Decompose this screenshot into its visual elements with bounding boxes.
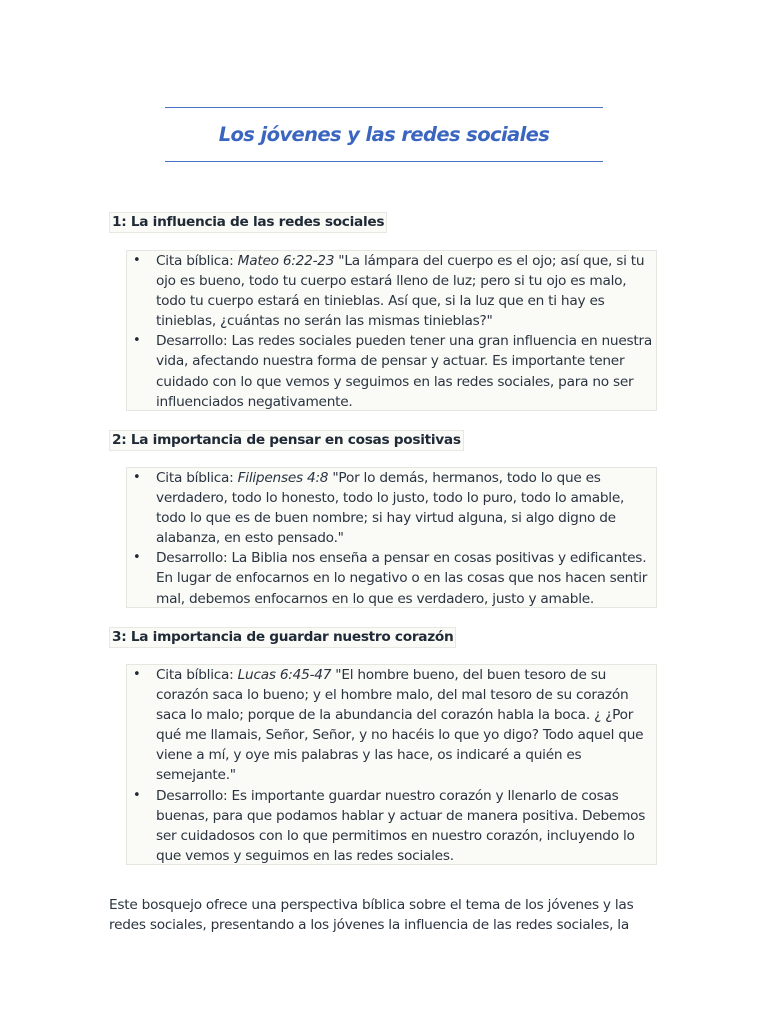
bullet-icon: • bbox=[133, 787, 141, 803]
item-text: "La lámpara del cuerpo es el ojo; así que, si tu ojo es bueno, todo tu cuerpo estará lleno de luz; pero si tu ojo es malo, todo tu cuerpo estará en tinieblas. Así que, si la luz que en ti hay es tinieblas, ¿cuántas no serán las mismas tinieblas?" bbox=[156, 253, 645, 330]
item-prefix: Cita bíblica: bbox=[156, 470, 238, 486]
section-box-3 bbox=[126, 664, 657, 865]
bullet-icon: • bbox=[133, 333, 141, 349]
bullet-icon: • bbox=[133, 253, 141, 268]
list-item bbox=[127, 468, 656, 548]
bullet-icon: • bbox=[133, 550, 141, 566]
bullet-icon: • bbox=[133, 470, 141, 485]
bible-reference: Mateo 6:22-23 bbox=[237, 253, 335, 269]
item-text: Las redes sociales pueden tener una gran influencia en nuestra vida, afectando nuestra forma de pensar y actuar. Es importante tener cuidado con lo que vemos y seguimos en las redes sociales, para no ser influenciados negativamente. bbox=[156, 333, 653, 410]
bullet-list-2 bbox=[127, 468, 656, 609]
item-text: La Biblia nos enseña a pensar en cosas positivas y edificantes. En lugar de enfocarnos en lo negativo o en las cosas que nos hacen sentir mal, debemos enfocarnos en lo que es verdadero, justo y amable. bbox=[156, 550, 648, 607]
section-heading-3: 3: La importancia de guardar nuestro corazón bbox=[109, 627, 456, 648]
item-text: "El hombre bueno, del buen tesoro de su corazón saca lo bueno; y el hombre malo, del mal tesoro de su corazón saca lo malo; porque de la abundancia del corazón habla la boca. ¿ ¿Por qué me llamais, Señor, Señor, y no hacéis lo que yo digo? Todo aquel que viene a mí, y oye mis palabras y las hace, os indicaré a quién es semejante." bbox=[156, 667, 644, 784]
document-title: Los jóvenes y las redes sociales bbox=[218, 123, 550, 146]
list-item bbox=[127, 251, 656, 331]
item-text: "Por lo demás, hermanos, todo lo que es verdadero, todo lo honesto, todo lo justo, todo lo puro, todo lo amable, todo lo que es de buen nombre; si hay virtud alguna, si algo digno de alabanza, en esto pensado." bbox=[156, 470, 625, 547]
list-item bbox=[127, 786, 656, 866]
summary-paragraph: Este bosquejo ofrece una perspectiva bíblica sobre el tema de los jóvenes y las redes sociales, presentando a los jóvenes la influencia de las redes sociales, la bbox=[109, 897, 634, 934]
section-heading-1: 1: La influencia de las redes sociales bbox=[109, 212, 387, 233]
item-prefix: Cita bíblica: bbox=[156, 667, 238, 683]
bible-reference: Lucas 6:45-47 bbox=[237, 667, 332, 683]
section-box-1 bbox=[126, 250, 657, 411]
item-prefix: Cita bíblica: bbox=[156, 253, 238, 269]
section-heading-2: 2: La importancia de pensar en cosas positivas bbox=[109, 430, 464, 451]
list-item bbox=[127, 331, 656, 411]
item-prefix: Desarrollo: bbox=[156, 333, 232, 350]
title-block bbox=[165, 107, 603, 162]
bible-reference: Filipenses 4:8 bbox=[237, 470, 329, 486]
item-prefix: Desarrollo: bbox=[156, 787, 232, 804]
bullet-icon: • bbox=[133, 667, 141, 682]
item-prefix: Desarrollo: bbox=[156, 550, 232, 567]
list-item bbox=[127, 665, 656, 786]
bullet-list-1 bbox=[127, 251, 656, 412]
item-text: Es importante guardar nuestro corazón y llenarlo de cosas buenas, para que podamos hablar y actuar de manera positiva. Debemos ser cuidadosos con lo que permitimos en nuestro corazón, incluyendo lo que vemos y seguimos en las redes sociales. bbox=[156, 787, 646, 864]
bullet-list-3 bbox=[127, 665, 656, 866]
section-box-2 bbox=[126, 467, 657, 608]
list-item bbox=[127, 548, 656, 608]
